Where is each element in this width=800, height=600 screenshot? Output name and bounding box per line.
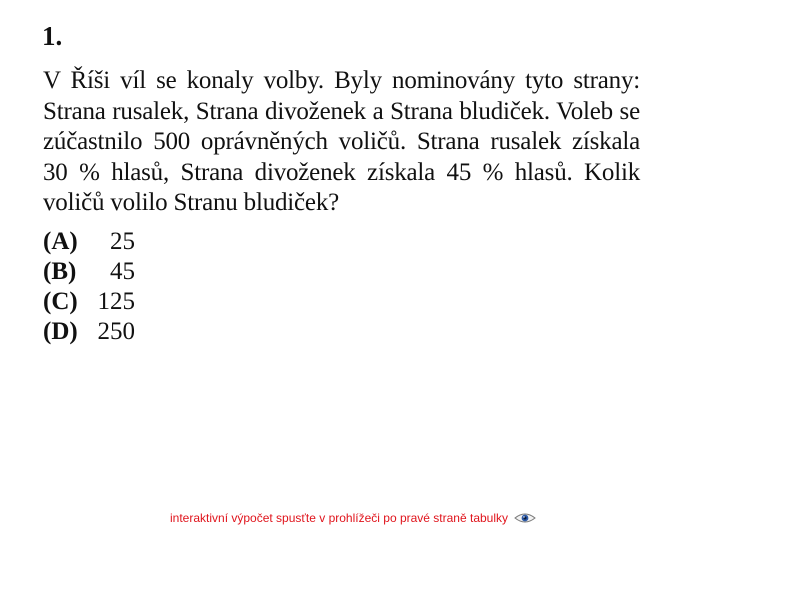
eye-icon-graphic [514,512,536,524]
option-d [43,317,135,347]
option-a [43,227,135,257]
option-value: 25 [110,228,135,255]
option-letter: (A) [43,228,78,255]
option-value: 45 [110,258,135,285]
option-b [43,257,135,287]
option-value: 250 [97,318,135,345]
hint-text: interaktivní výpočet spusťte v prohlížeči po pravé straně tabulky [170,511,509,525]
option-letter: (C) [43,288,78,315]
question-text: V Říši víl se konaly volby. Byly nominovány tyto strany: Strana rusalek, Strana divoženek a Strana bludiček. Voleb se zúčastnilo 500 oprávněných voličů. Strana rusalek získala 30 % hlasů, Strana divoženek získala 45 % hlasů. Kolik voličů volilo Stranu bludiček? [43,67,640,216]
answer-options [43,227,135,347]
option-letter: (D) [43,318,78,345]
option-letter: (B) [43,258,77,285]
option-value: 125 [97,288,135,315]
interactive-hint [170,511,536,525]
option-c [43,287,135,317]
eye-icon[interactable] [514,512,536,524]
question-number: 1. [42,21,63,51]
